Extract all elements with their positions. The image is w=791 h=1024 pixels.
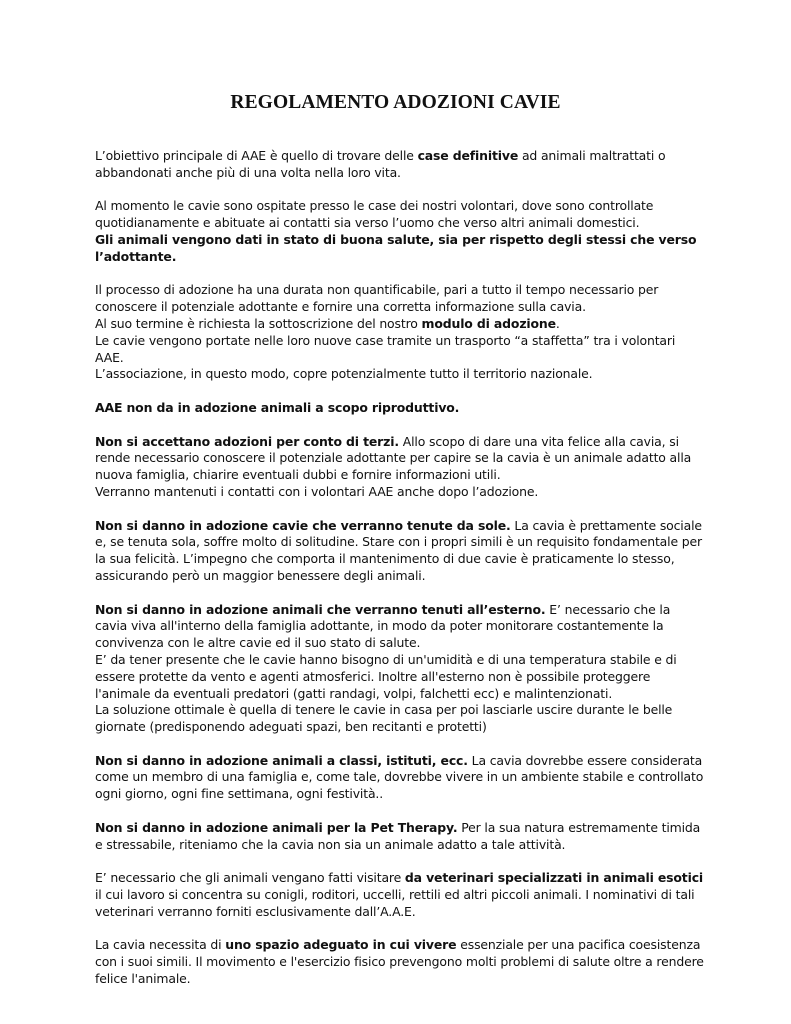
paragraph-no-outdoor [95,602,705,736]
paragraph-process [95,282,705,383]
text: . [555,315,560,331]
bold-text: AAE non da in adozione animali a scopo riproduttivo. [95,399,460,415]
bold-text: Non si danno in adozione animali per la Pet Therapy. [95,819,458,835]
text: Al suo termine è richiesta la sottoscrizione del nostro [95,315,422,331]
text-line [95,602,705,652]
text-line [95,316,705,333]
text: La cavia necessita di [95,937,226,953]
bold-text: modulo di adozione [421,315,556,331]
paragraph-objective [95,148,705,182]
text: Verranno mantenuti i contatti con i volontari AAE anche dopo l’adozione. [95,483,539,499]
bold-text: Non si danno in adozione animali che verranno tenuti all’esterno. [95,601,546,617]
paragraph-housing [95,198,705,265]
text: Allo scopo di dare una vita felice alla cavia, si rende necessario conoscere il potenziale adottante per capire se la cavia è un animale adatto alla nuova famiglia, chiarire eventuali dubbi e fornire informazioni utili. [95,433,692,483]
document-body [95,148,705,1005]
paragraph-veterinarians [95,870,705,920]
paragraph-no-third-party [95,434,705,501]
text: La soluzione ottimale è quella di tenere le cavie in casa per poi lasciarle uscire durante le belle giornate (predisponendo adeguati spazi, ben recitanti e protetti) [95,702,673,735]
paragraph-no-breeding [95,400,705,417]
paragraph-space [95,937,705,987]
text: E’ da tener presente che le cavie hanno bisogno di un'umidità e di una temperatura stabile e di essere protette da vento e agenti atmosferici. Inoltre all'esterno non è possibile proteggere l'animale da eventuali predatori (gatti randagi, volpi, falchetti ecc) e malintenzionati. [95,651,677,701]
paragraph-no-institutions [95,753,705,803]
text: L’associazione, in questo modo, copre potenzialmente tutto il territorio nazionale. [95,366,593,382]
page-title: REGOLAMENTO ADOZIONI CAVIE [230,92,561,113]
text: Il processo di adozione ha una durata non quantificabile, pari a tutto il tempo necessario per conoscere il potenziale adottante e fornire una corretta informazione sulla cavia. [95,282,659,315]
text: il cui lavoro si concentra su conigli, roditori, uccelli, rettili ed altri piccoli animali. I nominativi di tali veterinari verranno forniti esclusivamente dall’A.A.E. [95,887,695,919]
text: Per la sua natura estremamente timida e stressabile, riteniamo che la cavia non sia un animale adatto a tale attività. [95,819,701,852]
text: L’obiettivo principale di AAE è quello di trovare delle [95,148,418,163]
bold-text: Non si accettano adozioni per conto di terzi. [95,433,399,449]
bold-text: Non si danno in adozione cavie che verranno tenute da sole. [95,517,511,533]
bold-text: da veterinari specializzati in animali esotici [404,870,704,886]
text: essenziale per una pacifica coesistenza con i suoi simili. Il movimento e l'esercizio fisico prevengono molti problemi di salute oltre a rendere felice l'animale. [95,937,704,987]
paragraph-no-single [95,518,705,585]
bold-text: uno spazio adeguato in cui vivere [225,937,457,953]
text: E’ necessario che gli animali vengano fatti visitare [95,870,405,886]
text: Al momento le cavie sono ospitate presso le case dei nostri volontari, dove sono controllate quotidianamente e abituate ai contatti sia verso l’uomo che verso altri animali domestici. [95,198,654,231]
text: ad animali maltrattati o abbandonati anche più di una volta nella loro vita. [95,148,666,180]
paragraph-no-pet-therapy [95,820,705,854]
bold-text: case definitive [417,148,519,163]
bold-text: Non si danno in adozione animali a classi, istituti, ecc. [95,752,468,768]
bold-text: Gli animali vengono dati in stato di buona salute, sia per rispetto degli stessi che verso l’adottante. [95,231,697,264]
text: La cavia dovrebbe essere considerata come un membro di una famiglia e, come tale, dovrebbe vivere in un ambiente stabile e controllato ogni giorno, ogni fine settimana, ogni festività.. [95,752,704,802]
text: La cavia è prettamente sociale e, se tenuta sola, soffre molto di solitudine. Stare con i propri simili è un requisito fondamentale per la sua felicità. L’impegno che comporta il mantenimento di due cavie è praticamente lo stesso, assicurando però un maggior benessere degli animali. [95,517,702,583]
text-line [95,434,705,484]
text: Le cavie vengono portate nelle loro nuove case tramite un trasporto “a staffetta” tra i volontari AAE. [95,332,676,365]
text: E’ necessario che la cavia viva all'interno della famiglia adottante, in modo da poter monitorare costantemente la convivenza con le altre cavie ed il suo stato di salute. [95,601,671,651]
